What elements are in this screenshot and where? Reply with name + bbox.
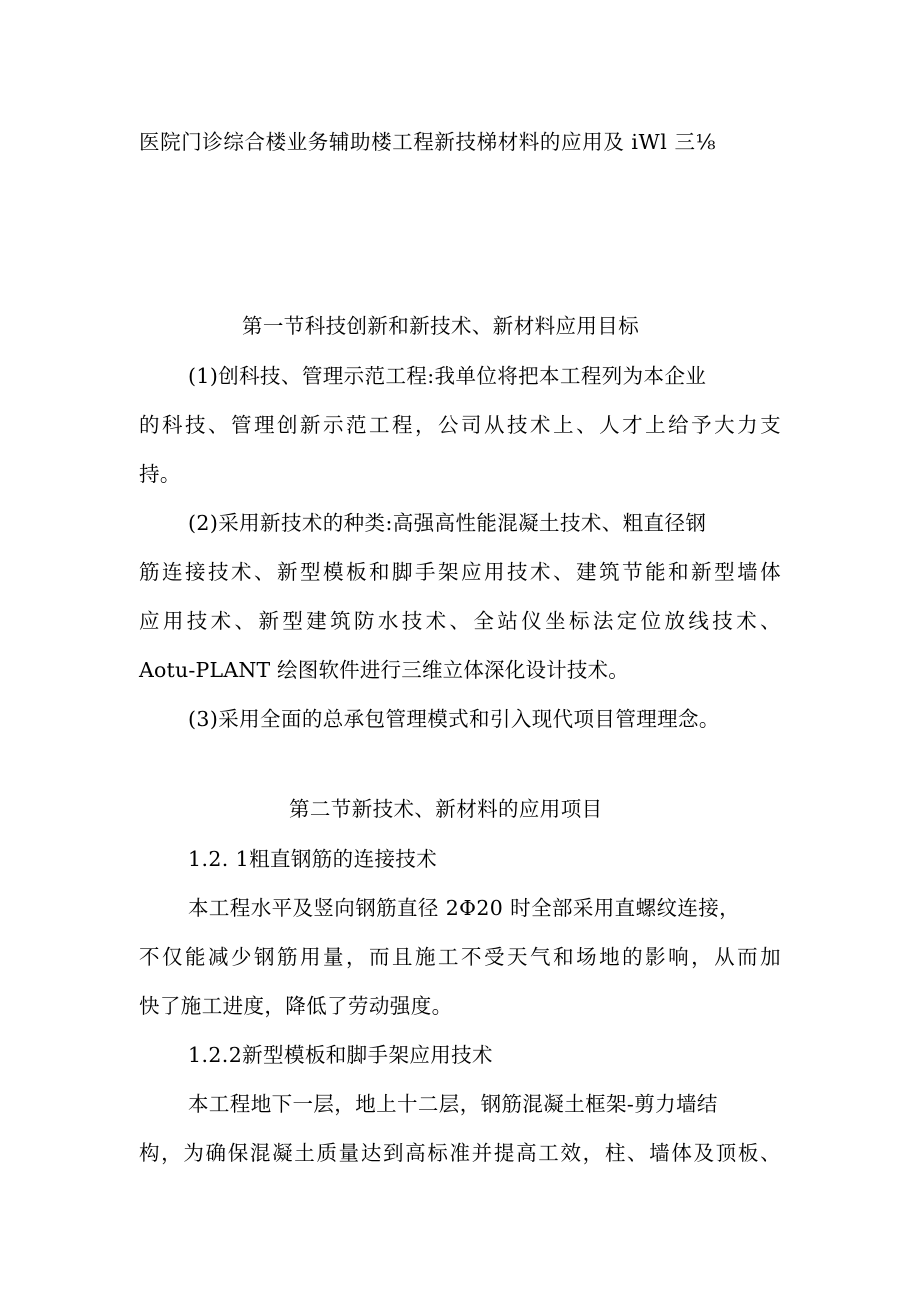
paragraph-line: 构，为确保混凝土质量达到高标准并提高工效，柱、墙体及顶板、 <box>139 1141 781 1165</box>
section-heading-2: 第二节新技术、新材料的应用项目 <box>289 797 603 821</box>
paragraph-line: Aotu-PLANT 绘图软件进行三维立体深化设计技术。 <box>139 658 629 682</box>
paragraph-line: 筋连接技术、新型模板和脚手架应用技术、建筑节能和新型墙体 <box>139 560 781 584</box>
paragraph-line: 持。 <box>139 462 181 486</box>
paragraph-line: (3)采用全面的总承包管理模式和引入现代项目管理理念。 <box>188 707 720 731</box>
document-title: 医院门诊综合楼业务辅助楼工程新技梯材料的应用及 iWl 三⅛ <box>139 130 717 154</box>
subsection-heading: 1.2.2新型模板和脚手架应用技术 <box>188 1043 493 1067</box>
paragraph-line: 本工程地下一层，地上十二层，钢筋混凝土框架-剪力墙结 <box>188 1092 718 1116</box>
paragraph-line: 不仅能减少钢筋用量，而且施工不受天气和场地的影响，从而加 <box>139 945 781 969</box>
section-heading-1: 第一节科技创新和新技术、新材料应用目标 <box>242 314 640 338</box>
subsection-heading: 1.2. 1粗直钢筋的连接技术 <box>188 847 438 871</box>
paragraph-line: 本工程水平及竖向钢筋直径 2Φ20 时全部采用直螺纹连接， <box>188 896 741 920</box>
paragraph-line: (2)采用新技术的种类:高强高性能混凝土技术、粗直径钢 <box>188 511 707 535</box>
paragraph-line: 应用技术、新型建筑防水技术、全站仪坐标法定位放线技术、 <box>139 609 781 633</box>
paragraph-line: 快了施工进度，降低了劳动强度。 <box>139 994 453 1018</box>
paragraph-line: 的科技、管理创新示范工程，公司从技术上、人才上给予大力支 <box>139 413 781 437</box>
paragraph-line: (1)创科技、管理示范工程:我单位将把本工程列为本企业 <box>188 364 707 388</box>
